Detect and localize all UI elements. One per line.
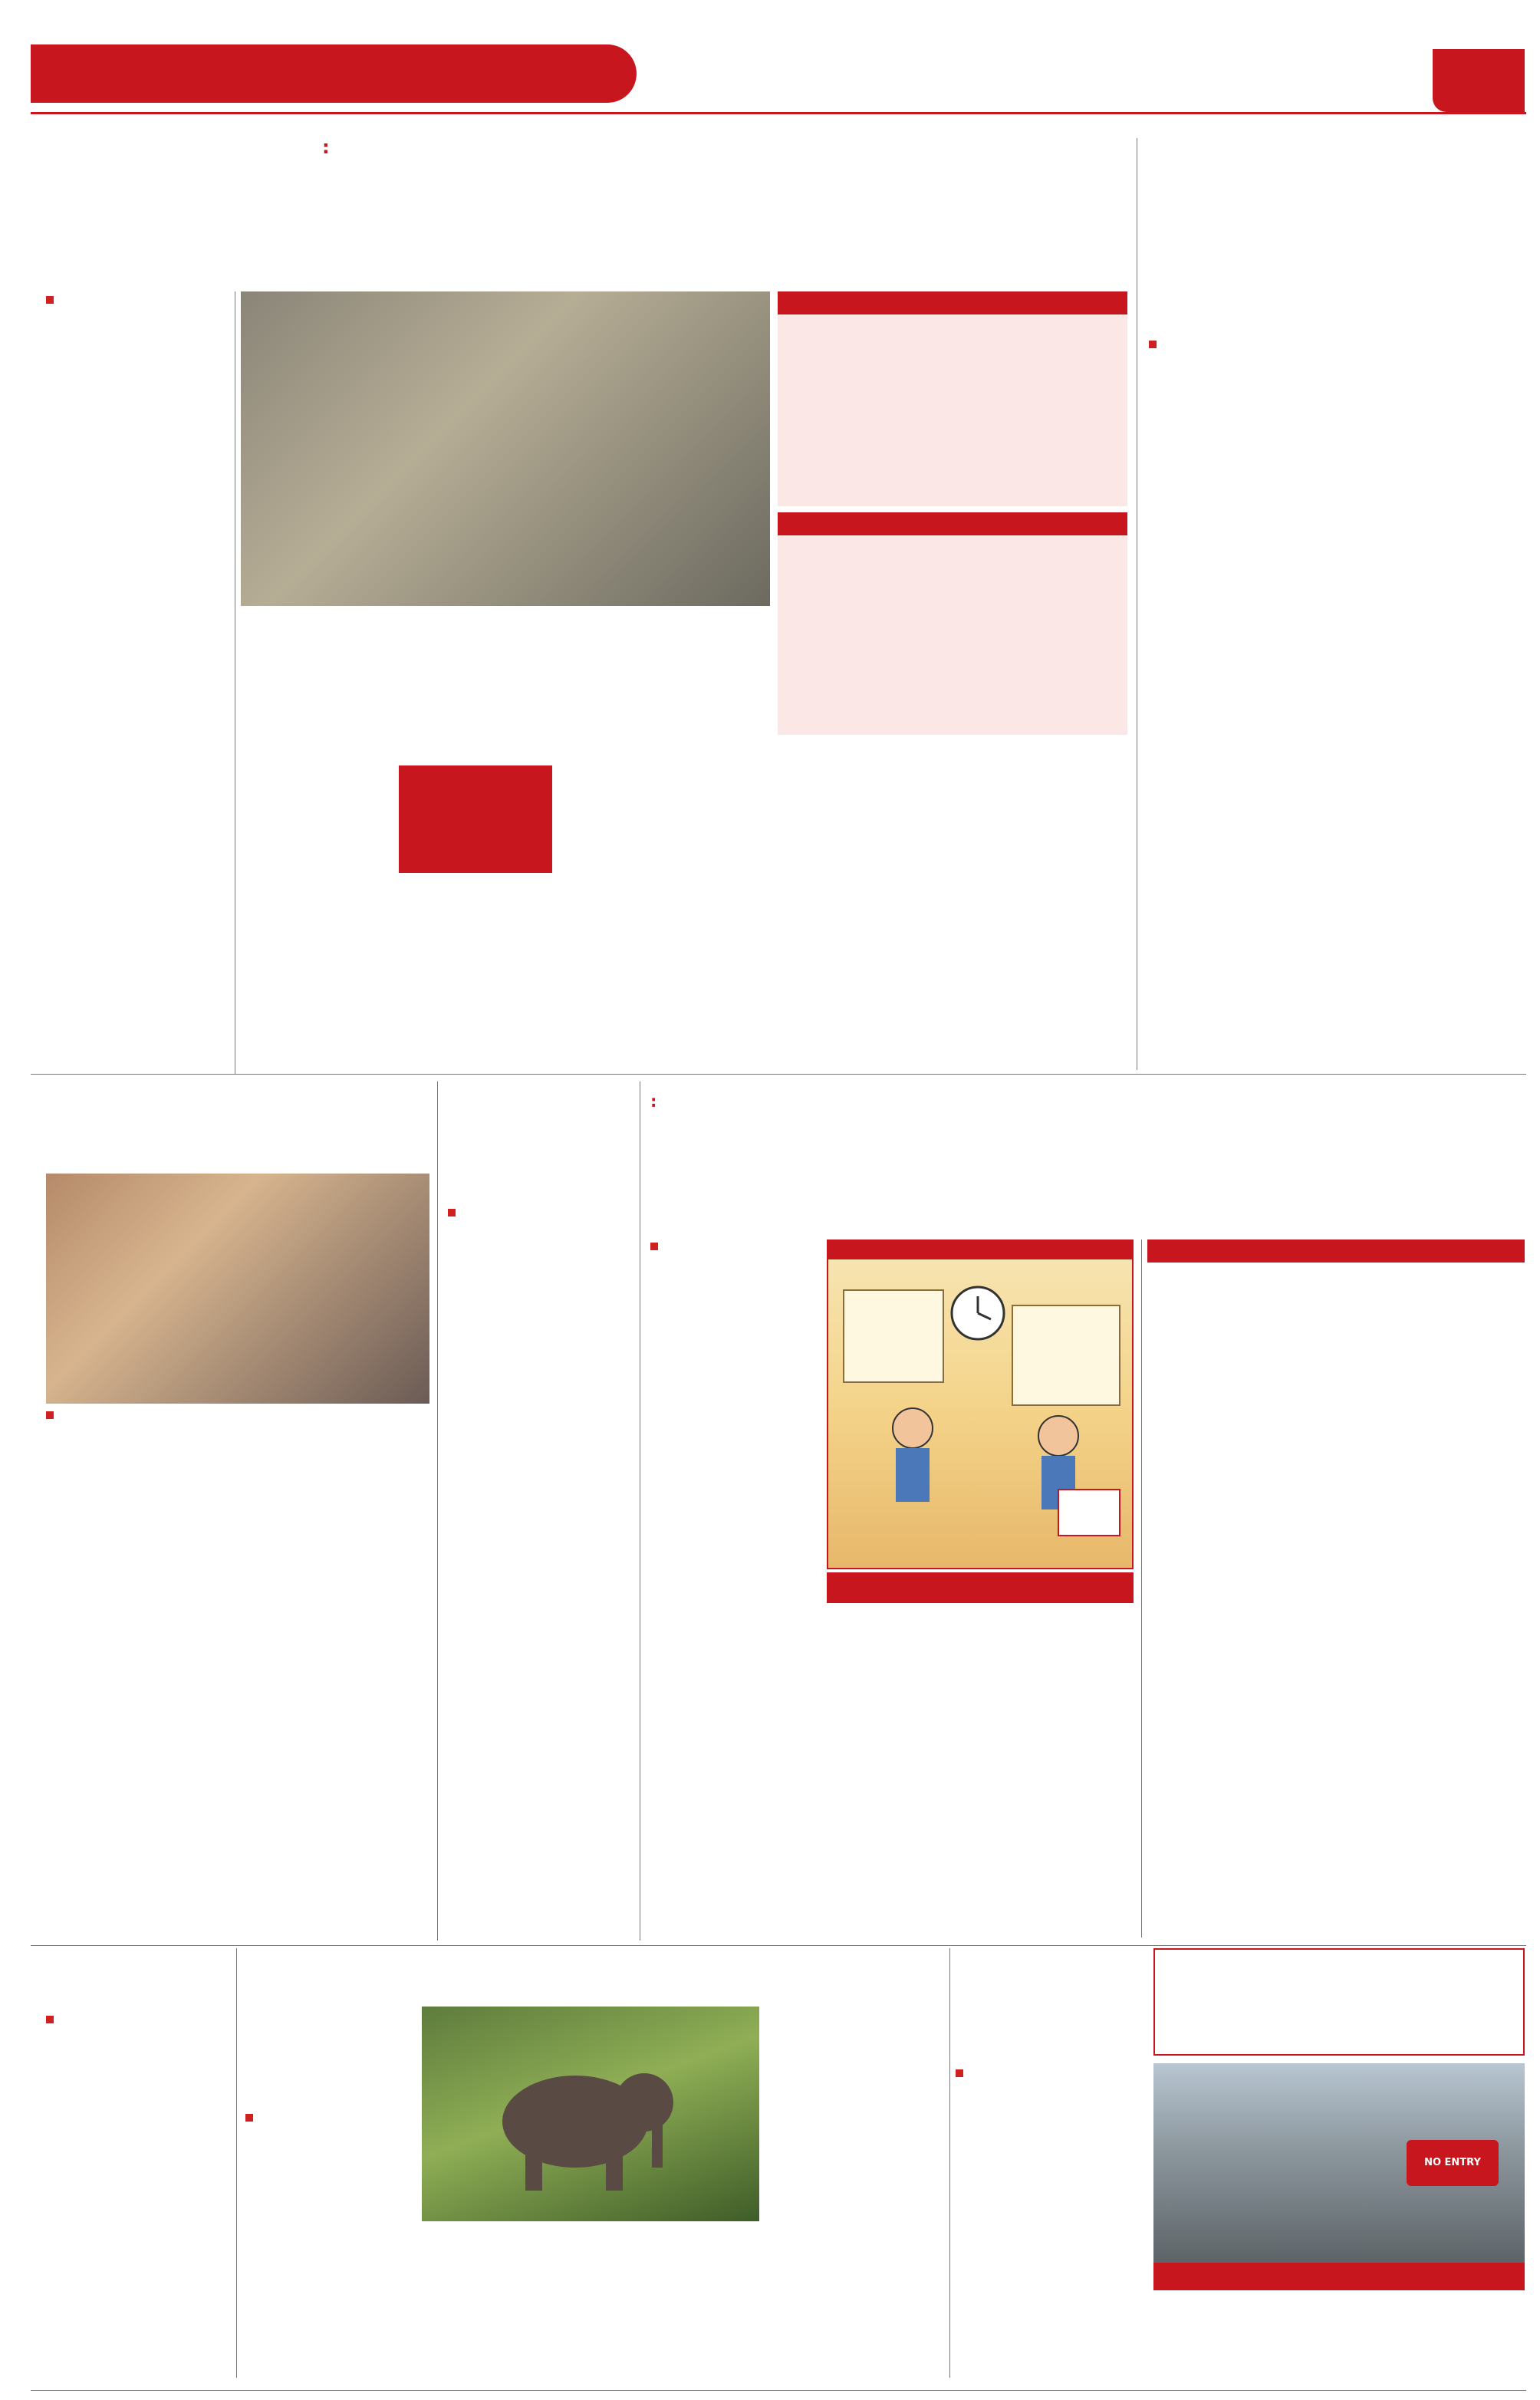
doctor-advice-text <box>778 314 1127 506</box>
ganesh-body <box>956 2095 1147 2387</box>
saraswati-headline <box>448 1083 632 1206</box>
elephant-sub <box>245 2010 416 2109</box>
principal-text <box>1147 1263 1525 1431</box>
organic-column-1 <box>1149 341 1327 1069</box>
organic-headline <box>1149 137 1517 290</box>
antyodaya-column-1 <box>46 1411 230 1933</box>
gambusia-caption <box>368 611 767 638</box>
lead-column-1 <box>46 296 230 1078</box>
edition-name <box>1246 72 1430 110</box>
elephant-body4 <box>772 2007 943 2382</box>
bus-route-text <box>1153 2295 1525 2387</box>
recovery-title <box>778 512 1127 535</box>
recovery-text <box>778 535 1127 735</box>
elephant-illustration <box>422 2007 759 2221</box>
paper-name <box>48 49 584 98</box>
attachment-headline <box>650 1124 1525 1232</box>
organic-body2 <box>1334 342 1519 488</box>
lead-headline <box>54 170 1143 270</box>
cartoon-title <box>828 1241 1132 1259</box>
col-rule <box>236 1948 237 2378</box>
col-rule <box>949 1948 950 2378</box>
organic-sub1 <box>1149 296 1325 339</box>
masthead <box>0 0 1540 115</box>
buses-headline <box>956 1951 1147 2066</box>
page-number <box>1433 54 1525 107</box>
section-rule <box>31 1074 1526 1075</box>
lead-kicker: : <box>322 137 330 158</box>
doctor-advice-title <box>778 291 1127 314</box>
elephant-body3 <box>598 2227 768 2381</box>
sarangbihari-column <box>46 2016 230 2384</box>
antyodaya-body-end <box>239 1776 431 1937</box>
hospital-photo-label <box>241 601 770 606</box>
bus-route-caption <box>1153 2263 1525 2290</box>
order-text <box>1147 1431 1525 1554</box>
disabled-teacher-title <box>1147 1554 1525 1605</box>
elephant-body2 <box>422 2227 592 2381</box>
antyodaya-sub <box>239 1411 431 1460</box>
no-entry-photo <box>1153 2063 1525 2263</box>
library-text <box>827 1790 1134 1936</box>
antyodaya-sub-body <box>239 1463 431 1770</box>
col-rule <box>1141 1240 1142 1937</box>
disabled-teacher-text <box>1147 1605 1525 1850</box>
organic-sub2 <box>1334 296 1519 342</box>
elders-text <box>560 762 1127 877</box>
antyodaya-headline <box>46 1083 429 1167</box>
section-rule <box>31 2390 1526 2391</box>
issue-date <box>1020 71 1235 110</box>
col-rule <box>437 1081 438 1941</box>
library-subhead <box>827 1764 1134 1787</box>
masthead-rule <box>31 112 1526 114</box>
attachment-right-column <box>1147 1240 1525 1937</box>
elephant-headline <box>245 1953 943 1999</box>
elephant-column-1 <box>245 2114 416 2382</box>
organic-sub3 <box>1334 491 1519 537</box>
hospital-photo <box>241 291 770 606</box>
attachment-body-flow <box>650 1266 821 1818</box>
gambusia-story <box>241 641 778 756</box>
ganesh-headline <box>1163 1954 1515 2049</box>
doctor-advice-box <box>778 291 1127 752</box>
sarangbihari-headline <box>46 1951 230 2013</box>
attachment-kicker: : <box>650 1092 657 1111</box>
attachment-mid-text <box>827 1608 1134 1761</box>
section-rule <box>31 1945 1526 1946</box>
organic-body3 <box>1334 540 1519 1069</box>
place-day <box>1104 48 1281 67</box>
buses-column <box>956 2069 1147 2092</box>
cartoon-illustration <box>828 1259 1132 1543</box>
cartoon-caption <box>827 1572 1134 1603</box>
no-entry-sign: NO ENTRY <box>1407 2140 1499 2186</box>
bjp-group-photo <box>46 1174 429 1404</box>
teacher-cartoon <box>827 1240 1134 1569</box>
principal-title <box>1147 1240 1525 1263</box>
saraswati-column <box>448 1209 632 1937</box>
elephant-photo <box>422 2007 759 2221</box>
elders-box <box>399 765 552 873</box>
